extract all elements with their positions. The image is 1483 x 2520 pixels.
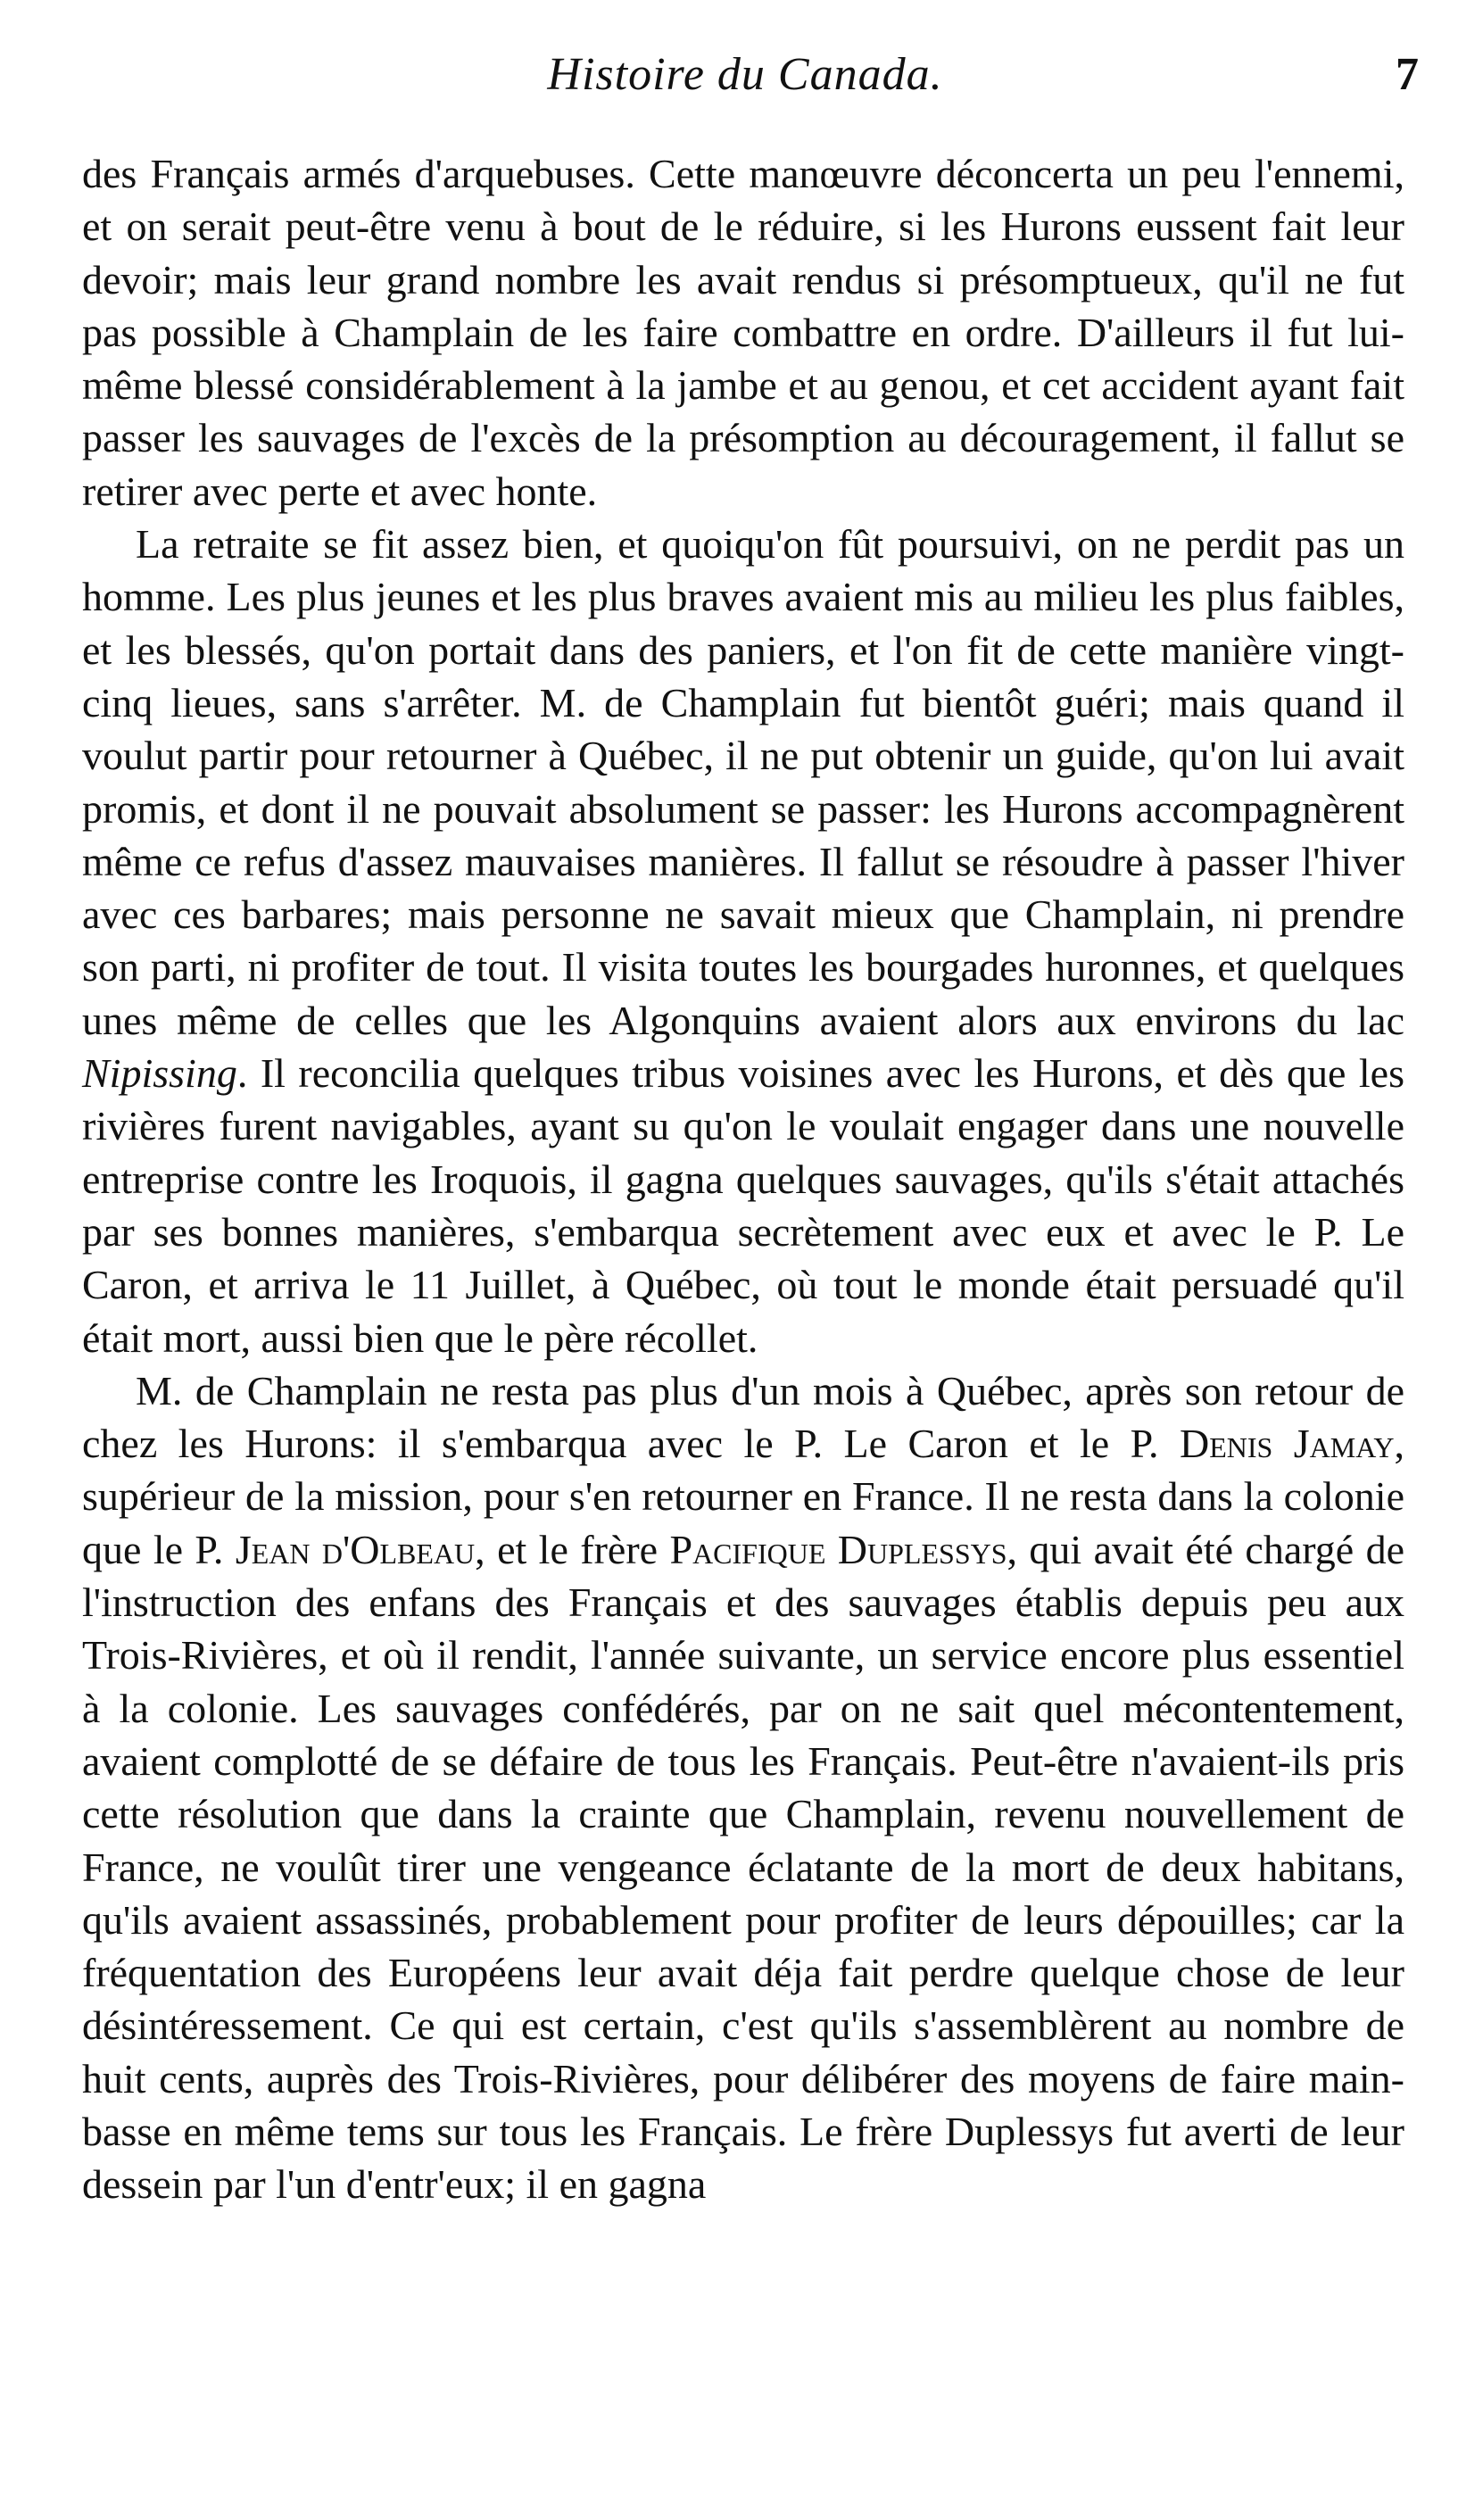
running-head — [71, 36, 1419, 116]
paragraph-2-text-a: La retraite se fit assez bien, et quoiqu'on fût poursuivi, on ne perdit pas un homme. Les plus jeunes et les plus braves avaient mis au milieu les plus faibles, et les blessés, qu'on portait dans des paniers, et l'on fit de cette manière vingt-cinq lieues, sans s'arrêter. M. de Champlain fut bientôt guéri; mais quand il voulut partir pour retourner à Québec, il ne put obtenir un guide, qu'on lui avait promis, et dont il ne pouvait absolument se passer: les Hurons accompagnèrent même ce refus d'assez mauvaises manières. Il fallut se résoudre à passer l'hiver avec ces barbares; mais personne ne savait mieux que Champlain, ni prendre son parti, ni profiter de tout. Il visita toutes les bourgades huronnes, et quelques unes même de celles que les Algonquins avaient alors aux environs du lac — [82, 521, 1404, 1043]
page-number: 7 — [1396, 49, 1419, 100]
paragraph-1 — [82, 147, 1404, 518]
smallcaps-name-jean-dolbeau: Jean d'Olbeau — [235, 1526, 476, 1572]
paragraph-3 — [82, 1364, 1404, 2211]
paragraph-2-text-b: . Il reconcilia quelques tribus voisines avec les Hurons, et dès que les rivières furent navigables, ayant su qu'on le voulait engager dans une nouvelle entreprise contre les Iroquois, il gagna quelques sauvages, qu'ils s'était attachés par ses bonnes manières, s'embarqua secrètement avec eux et avec le P. Le Caron, et arriva le 11 Juillet, à Québec, où tout le monde était persuadé qu'il était mort, aussi bien que le père récollet. — [82, 1050, 1404, 1361]
smallcaps-name-pacifique-duplessys: Pacifique Duplessys — [669, 1526, 1007, 1572]
italic-place-name: Nipissing — [82, 1050, 237, 1097]
paragraph-1-text: des Français armés d'arquebuses. Cette manœuvre déconcerta un peu l'ennemi, et on serait peut-être venu à bout de le réduire, si les Hurons eussent fait leur devoir; mais leur grand nombre les avait rendus si présomptueux, qu'il ne fut pas possible à Champlain de les faire combattre en ordre. D'ailleurs il fut lui-même blessé considérablement à la jambe et au genou, et cet accident ayant fait passer les sauvages de l'excès de la présomption au découragement, il fallut se retirer avec perte et avec honte. — [82, 151, 1404, 514]
paragraph-3-text-d: , qui avait été chargé de l'instruction des enfans des Français et des sauvages établis depuis peu aux Trois-Rivières, et où il rendit, l'année suivante, un service encore plus essentiel à la colonie. Les sauvages confédérés, par on ne sait quel mécontentement, avaient complotté de se défaire de tous les Français. Peut-être n'avaient-ils pris cette résolution que dans la crainte que Champlain, revenu nouvellement de France, ne voulût tirer une vengeance éclatante de la mort de deux habitans, qu'ils avaient assassinés, probablement pour profiter de leurs dépouilles; car la fréquentation des Européens leur avait déja fait perdre quelque chose de leur désintéressement. Ce qui est certain, c'est qu'ils s'assemblèrent au nombre de huit cents, auprès des Trois-Rivières, pour délibérer des moyens de faire main-basse en même tems sur tous les Français. Le frère Duplessys fut averti de leur dessein par l'un d'entr'eux; il en gagna — [82, 1526, 1404, 2208]
paragraph-2 — [82, 518, 1404, 1364]
running-title: Histoire du Canada. — [547, 49, 943, 100]
paragraph-3-text-c: , et le frère — [475, 1526, 670, 1572]
smallcaps-name-denis-jamay: Denis Jamay — [1179, 1421, 1395, 1467]
body-text — [82, 147, 1404, 2211]
paragraph-3-text-a: M. de Champlain ne resta pas plus d'un mois à Québec, après son retour de chez les Hurons: il s'embarqua avec le P. Le Caron et le P. — [82, 1367, 1404, 1467]
paragraph-3-text-b: , supérieur de la mission, pour s'en retourner en France. Il ne resta dans la colonie que le P. — [82, 1421, 1404, 1572]
